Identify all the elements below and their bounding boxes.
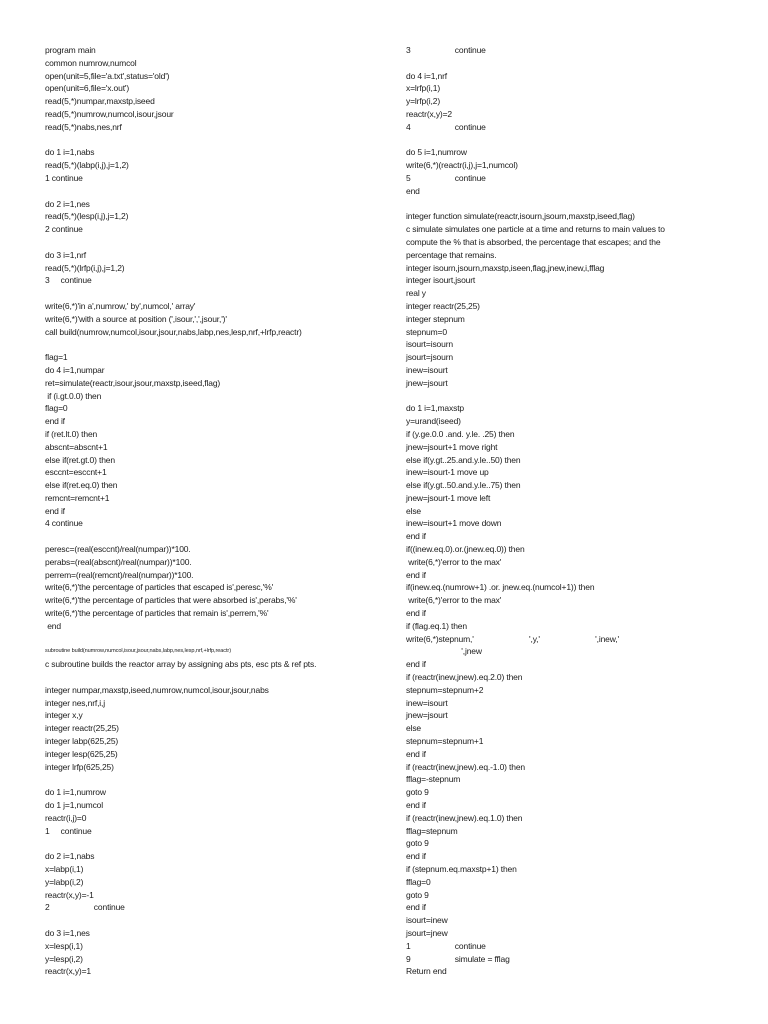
code-line: end if bbox=[406, 851, 426, 862]
code-line: 1 continue bbox=[45, 825, 92, 836]
code-line: fflag=stepnum bbox=[406, 825, 458, 836]
code-line: x=lesp(i,1) bbox=[45, 940, 83, 951]
code-line: inew=isourt bbox=[406, 364, 448, 375]
code-line: integer reactr(25,25) bbox=[406, 300, 480, 311]
code-line: if (ret.lt.0) then bbox=[45, 428, 98, 439]
blank-line bbox=[406, 134, 746, 147]
code-line: write(6,*)'with a source at position (',isour,',',jsour,')' bbox=[45, 313, 227, 324]
code-line: jsourt=jsourn bbox=[406, 352, 453, 363]
code-line: y=labp(i,2) bbox=[45, 876, 84, 887]
code-line: compute the % that is absorbed, the percentage that escapes; and the bbox=[406, 236, 661, 247]
code-line: else if(y.gt..25.and.y.le..50) then bbox=[406, 454, 521, 465]
code-line: jnew=jsourt+1 move right bbox=[406, 441, 498, 452]
blank-line bbox=[45, 134, 385, 147]
blank-line bbox=[45, 837, 385, 850]
blank-line bbox=[45, 530, 385, 543]
code-line: write(6,*)'the percentage of particles that remain is',perrem,'%' bbox=[45, 608, 269, 619]
code-line: jsourt=jnew bbox=[406, 927, 448, 938]
code-line: x=lrfp(i,1) bbox=[406, 83, 441, 94]
code-line: end if bbox=[406, 902, 426, 913]
code-line: flag=1 bbox=[45, 352, 68, 363]
code-line: end if bbox=[406, 531, 426, 542]
code-line: else if(y.gt..50.and.y.le..75) then bbox=[406, 480, 521, 491]
code-line: write(6,*)stepnum,' ',y,' ',inew,' bbox=[406, 633, 619, 644]
code-line: y=urand(iseed) bbox=[406, 416, 461, 427]
code-line: end bbox=[406, 185, 420, 196]
code-line: do 4 i=1,nrf bbox=[406, 70, 447, 81]
code-line: end if bbox=[406, 569, 426, 580]
code-line: end if bbox=[406, 748, 426, 759]
code-line: reactr(x,y)=-1 bbox=[45, 889, 94, 900]
code-line: if (y.ge.0.0 .and. y.le. .25) then bbox=[406, 428, 515, 439]
code-line: goto 9 bbox=[406, 889, 429, 900]
blank-line bbox=[406, 390, 746, 403]
code-line: if (reactr(inew,jnew).eq.-1.0) then bbox=[406, 761, 525, 772]
code-line: integer stepnum bbox=[406, 313, 465, 324]
code-line: read(5,*)(lesp(i,j),j=1,2) bbox=[45, 211, 129, 222]
code-line: write(6,*)'the percentage of particles that were absorbed is',perabs,'%' bbox=[45, 595, 297, 606]
code-line: 2 continue bbox=[45, 902, 125, 913]
code-line: 3 continue bbox=[45, 275, 92, 286]
blank-line bbox=[45, 236, 385, 249]
code-line: if (reactr(inew,jnew).eq.2.0) then bbox=[406, 672, 523, 683]
code-line: isourt=isourn bbox=[406, 339, 453, 350]
code-line: do 1 i=1,nabs bbox=[45, 147, 95, 158]
code-line: do 4 i=1,numpar bbox=[45, 364, 105, 375]
code-line: esccnt=esccnt+1 bbox=[45, 467, 107, 478]
code-line: do 1 i=1,numrow bbox=[45, 787, 106, 798]
code-line: reactr(x,y)=1 bbox=[45, 966, 91, 977]
code-line: fflag=0 bbox=[406, 876, 431, 887]
code-line: jnew=jsourt-1 move left bbox=[406, 492, 491, 503]
code-line: do 1 j=1,numcol bbox=[45, 800, 103, 811]
code-line: inew=isourt bbox=[406, 697, 448, 708]
code-line: write(6,*)'the percentage of particles that escaped is',peresc,'%' bbox=[45, 582, 274, 593]
code-line: jnew=jsourt bbox=[406, 377, 448, 388]
code-line: do 3 i=1,nes bbox=[45, 927, 90, 938]
code-line: reactr(x,y)=2 bbox=[406, 108, 452, 119]
code-line: integer labp(625,25) bbox=[45, 736, 119, 747]
code-line: jnew=jsourt bbox=[406, 710, 448, 721]
blank-line bbox=[45, 338, 385, 351]
code-line: integer nes,nrf,i,j bbox=[45, 697, 105, 708]
code-column-left bbox=[45, 44, 385, 978]
code-line: remcnt=remcnt+1 bbox=[45, 492, 110, 503]
blank-line bbox=[45, 287, 385, 300]
code-line: subroutine build(numrow,numcol,isour,jsour,nabs,labp,nes,lesp,nrf,+lrfp,reactr) bbox=[45, 648, 231, 655]
code-line: reactr(i,j)=0 bbox=[45, 812, 87, 823]
code-line: abscnt=abscnt+1 bbox=[45, 441, 108, 452]
code-line: if((inew.eq.0).or.(jnew.eq.0)) then bbox=[406, 544, 525, 555]
blank-line bbox=[45, 633, 385, 646]
code-line: integer x,y bbox=[45, 710, 83, 721]
code-line: if (i.gt.0.0) then bbox=[45, 390, 102, 401]
code-line: do 2 i=1,nes bbox=[45, 198, 90, 209]
blank-line bbox=[45, 671, 385, 684]
code-line: read(5,*)numpar,maxstp,iseed bbox=[45, 96, 155, 107]
code-line: y=lrfp(i,2) bbox=[406, 96, 441, 107]
code-line: do 5 i=1,numrow bbox=[406, 147, 467, 158]
code-line: 1 continue bbox=[406, 940, 486, 951]
blank-line bbox=[45, 185, 385, 198]
code-line: integer isourt,jsourt bbox=[406, 275, 476, 286]
code-line: stepnum=stepnum+2 bbox=[406, 684, 484, 695]
code-line: c simulate simulates one particle at a time and returns to main values to bbox=[406, 224, 665, 235]
code-line: 4 continue bbox=[45, 518, 83, 529]
blank-line bbox=[45, 914, 385, 927]
code-line: x=labp(i,1) bbox=[45, 864, 84, 874]
code-line: call build(numrow,numcol,isour,jsour,nabs,labp,nes,lesp,nrf,+lrfp,reactr) bbox=[45, 326, 302, 337]
code-line: if (reactr(inew,jnew).eq.1.0) then bbox=[406, 812, 523, 823]
code-line: integer lrfp(625,25) bbox=[45, 761, 114, 772]
code-line: 4 continue bbox=[406, 121, 486, 132]
code-line: end if bbox=[45, 505, 65, 516]
code-line: read(5,*)(lrfp(i,j),j=1,2) bbox=[45, 262, 125, 273]
code-line: fflag=-stepnum bbox=[406, 774, 461, 785]
code-line: isourt=inew bbox=[406, 915, 448, 926]
code-line: else bbox=[406, 723, 421, 734]
code-line: Return end bbox=[406, 966, 447, 977]
code-line: integer isourn,jsourn,maxstp,iseen,flag,jnew,inew,i,fflag bbox=[406, 262, 605, 273]
code-line: else if(ret.gt.0) then bbox=[45, 454, 115, 465]
code-line: 2 continue bbox=[45, 224, 83, 235]
code-line: write(6,*)'in a',numrow,' by',numcol,' array' bbox=[45, 300, 196, 311]
code-line: if (flag.eq.1) then bbox=[406, 620, 467, 631]
blank-line bbox=[406, 57, 746, 70]
code-line: c subroutine builds the reactor array by assigning abs pts, esc pts & ref pts. bbox=[45, 659, 317, 670]
code-line: stepnum=stepnum+1 bbox=[406, 736, 484, 747]
code-line: program main bbox=[45, 45, 96, 55]
code-line: do 3 i=1,nrf bbox=[45, 249, 86, 260]
code-line: write(6,*)'error to the max' bbox=[406, 556, 502, 567]
code-line: peresc=(real(esccnt)/real(numpar))*100. bbox=[45, 544, 191, 555]
code-line: read(5,*)(labp(i,j),j=1,2) bbox=[45, 160, 129, 171]
code-line: integer function simulate(reactr,isourn,jsourn,maxstp,iseed,flag) bbox=[406, 211, 635, 222]
code-line: real y bbox=[406, 288, 426, 299]
code-line: else if(ret.eq.0) then bbox=[45, 480, 118, 491]
code-line: perabs=(real(abscnt)/real(numpar))*100. bbox=[45, 556, 192, 567]
code-line: goto 9 bbox=[406, 787, 429, 798]
code-line: inew=isourt+1 move down bbox=[406, 518, 502, 529]
code-line: 1 continue bbox=[45, 172, 83, 183]
code-line: end if bbox=[406, 608, 426, 619]
code-line: if (stepnum.eq.maxstp+1) then bbox=[406, 864, 517, 874]
code-line: inew=isourt-1 move up bbox=[406, 467, 489, 478]
code-line: integer lesp(625,25) bbox=[45, 748, 118, 759]
code-line: if(inew.eq.(numrow+1) .or. jnew.eq.(numcol+1)) then bbox=[406, 582, 595, 593]
code-line: 5 continue bbox=[406, 172, 486, 183]
code-line: else bbox=[406, 505, 421, 516]
code-line: 9 simulate = fflag bbox=[406, 953, 510, 964]
code-line: stepnum=0 bbox=[406, 326, 447, 337]
code-line: write(6,*)'error to the max' bbox=[406, 595, 502, 606]
code-line: percentage that remains. bbox=[406, 249, 497, 260]
code-line: y=lesp(i,2) bbox=[45, 953, 83, 964]
code-line: open(unit=6,file='x.out') bbox=[45, 83, 130, 94]
code-line: write(6,*)(reactr(i,j),j=1,numcol) bbox=[406, 160, 518, 171]
code-line: read(5,*)nabs,nes,nrf bbox=[45, 121, 122, 132]
code-line: perrem=(real(remcnt)/real(numpar))*100. bbox=[45, 569, 194, 580]
code-line: end if bbox=[45, 416, 65, 427]
code-line: ',jnew bbox=[406, 646, 482, 657]
code-line: goto 9 bbox=[406, 838, 429, 849]
blank-line bbox=[406, 198, 746, 211]
code-line: integer numpar,maxstp,iseed,numrow,numcol,isour,jsour,nabs bbox=[45, 684, 269, 695]
code-line: flag=0 bbox=[45, 403, 68, 414]
code-line: ret=simulate(reactr,isour,jsour,maxstp,iseed,flag) bbox=[45, 377, 221, 388]
code-line: open(unit=5,file='a.txt',status='old') bbox=[45, 70, 170, 81]
code-line: end if bbox=[406, 800, 426, 811]
code-line: integer reactr(25,25) bbox=[45, 723, 119, 734]
code-line: do 2 i=1,nabs bbox=[45, 851, 95, 862]
code-line: do 1 i=1,maxstp bbox=[406, 403, 464, 414]
code-column-right bbox=[406, 44, 746, 978]
blank-line bbox=[45, 773, 385, 786]
code-line: common numrow,numcol bbox=[45, 57, 137, 68]
code-line: read(5,*)numrow,numcol,isour,jsour bbox=[45, 108, 174, 119]
code-line: 3 continue bbox=[406, 45, 486, 55]
code-line: end bbox=[45, 620, 61, 631]
code-line: end if bbox=[406, 659, 426, 670]
